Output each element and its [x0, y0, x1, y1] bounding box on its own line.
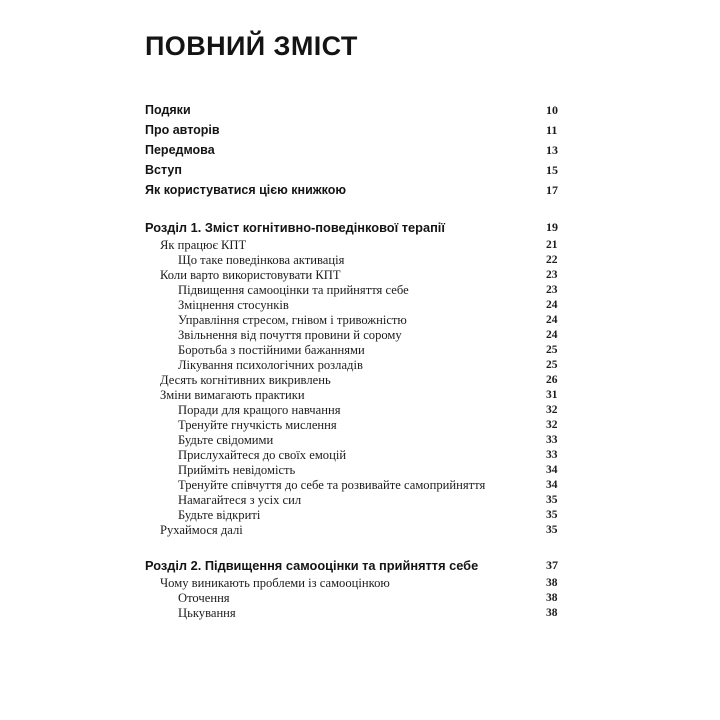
toc-entry-row[interactable] [0, 283, 720, 298]
toc-entry-row[interactable] [0, 463, 720, 478]
toc-entry-label: Звільнення від почуття провини й сорому [178, 328, 402, 342]
toc-entry-label: Що таке поведінкова активація [178, 253, 345, 267]
toc-entry-label: Боротьба з постійними бажаннями [178, 343, 365, 357]
toc-entry-row[interactable] [0, 343, 720, 358]
toc-entry-page-number: 15 [546, 163, 558, 177]
toc-entry-row[interactable] [0, 388, 720, 403]
toc-entry-page-number: 37 [546, 558, 558, 572]
toc-entry-page-number: 38 [546, 592, 558, 604]
toc-entry-row[interactable] [0, 253, 720, 268]
toc-entry-row[interactable] [0, 298, 720, 313]
toc-entry-row[interactable] [0, 238, 720, 253]
toc-entry-label: Зміни вимагають практики [160, 388, 305, 402]
toc-entry-row[interactable] [0, 523, 720, 538]
toc-entry-label: Прислухайтеся до своїх емоцій [178, 448, 347, 462]
toc-entry-page-number: 31 [546, 389, 558, 401]
toc-entry-page-number: 35 [546, 509, 558, 521]
toc-entry-label: Розділ 2. Підвищення самооцінки та прийняття себе [145, 558, 479, 573]
toc-entry-label: Про авторів [145, 123, 220, 137]
toc-entry-label: Зміцнення стосунків [178, 298, 289, 312]
toc-entry-row[interactable] [0, 140, 720, 160]
toc-entry-label: Управління стресом, гнівом і тривожністю [178, 313, 407, 327]
toc-entry-page-number: 35 [546, 494, 558, 506]
toc-entry-label: Чому виникають проблеми із самооцінкою [160, 576, 390, 590]
toc-entry-page-number: 25 [546, 359, 558, 371]
toc-entry-label: Прийміть невідомість [178, 463, 296, 477]
toc-entry-page-number: 32 [546, 404, 558, 416]
toc-entry-page-number: 34 [546, 464, 558, 476]
toc-entry-page-number: 23 [546, 284, 558, 296]
toc-entry-label: Поради для кращого навчання [178, 403, 341, 417]
toc-entry-row[interactable] [0, 403, 720, 418]
toc-entry-page-number: 11 [546, 123, 558, 137]
toc-entry-page-number: 24 [546, 329, 558, 341]
toc-chapter-row[interactable] [0, 555, 720, 576]
toc-entry-page-number: 25 [546, 344, 558, 356]
toc-entry-row[interactable] [0, 180, 720, 200]
toc-entry-label: Розділ 1. Зміст когнітивно-поведінкової терапії [145, 220, 445, 235]
toc-entry-page-number: 32 [546, 419, 558, 431]
toc-entry-label: Будьте відкриті [178, 508, 261, 522]
toc-entry-label: Вступ [145, 163, 182, 177]
toc-entry-page-number: 10 [546, 103, 558, 117]
toc-entry-label: Передмова [145, 143, 215, 157]
toc-entry-label: Намагайтеся з усіх сил [178, 493, 302, 507]
toc-entry-row[interactable] [0, 606, 720, 621]
toc-entry-label: Оточення [178, 591, 230, 605]
toc-entry-row[interactable] [0, 100, 720, 120]
toc-entry-row[interactable] [0, 493, 720, 508]
toc-entry-page-number: 24 [546, 314, 558, 326]
toc-entry-page-number: 22 [546, 254, 558, 266]
toc-chapter-row[interactable] [0, 217, 720, 238]
toc-entry-row[interactable] [0, 448, 720, 463]
toc-entry-page-number: 24 [546, 299, 558, 311]
toc-entry-row[interactable] [0, 268, 720, 283]
toc-entry-page-number: 23 [546, 269, 558, 281]
toc-entry-row[interactable] [0, 373, 720, 388]
toc-entry-page-number: 38 [546, 577, 558, 589]
toc-entry-label: Як працює КПТ [160, 238, 247, 252]
toc-entry-page-number: 33 [546, 434, 558, 446]
page-title: ПОВНИЙ ЗМІСТ [145, 31, 358, 61]
toc-entry-label: Тренуйте співчуття до себе та розвивайте самоприйняття [178, 478, 486, 492]
toc-entry-row[interactable] [0, 120, 720, 140]
toc-entry-list [0, 100, 720, 621]
toc-entry-label: Цькування [178, 606, 236, 620]
toc-entry-row[interactable] [0, 328, 720, 343]
toc-entry-label: Коли варто використовувати КПТ [160, 268, 341, 282]
toc-entry-page-number: 34 [546, 479, 558, 491]
toc-entry-page-number: 33 [546, 449, 558, 461]
toc-entry-page-number: 19 [546, 220, 558, 234]
toc-entry-row[interactable] [0, 508, 720, 523]
toc-entry-label: Тренуйте гнучкість мислення [178, 418, 337, 432]
toc-entry-page-number: 38 [546, 607, 558, 619]
toc-entry-label: Подяки [145, 103, 191, 117]
toc-entry-page-number: 17 [546, 183, 558, 197]
toc-entry-row[interactable] [0, 478, 720, 493]
toc-entry-label: Як користуватися цією книжкою [145, 183, 347, 197]
toc-entry-row[interactable] [0, 591, 720, 606]
toc-entry-label: Підвищення самооцінки та прийняття себе [178, 283, 409, 297]
toc-entry-label: Десять когнітивних викривлень [160, 373, 331, 387]
toc-entry-label: Лікування психологічних розладів [178, 358, 363, 372]
toc-entry-page-number: 35 [546, 524, 558, 536]
toc-entry-row[interactable] [0, 576, 720, 591]
toc-entry-page-number: 13 [546, 143, 558, 157]
toc-entry-page-number: 26 [546, 374, 558, 386]
toc-entry-page-number: 21 [546, 239, 558, 251]
toc-entry-row[interactable] [0, 160, 720, 180]
toc-entry-row[interactable] [0, 433, 720, 448]
toc-entry-row[interactable] [0, 418, 720, 433]
toc-entry-row[interactable] [0, 358, 720, 373]
toc-entry-label: Будьте свідомими [178, 433, 274, 447]
toc-entry-label: Рухаймося далі [160, 523, 243, 537]
toc-entry-row[interactable] [0, 313, 720, 328]
